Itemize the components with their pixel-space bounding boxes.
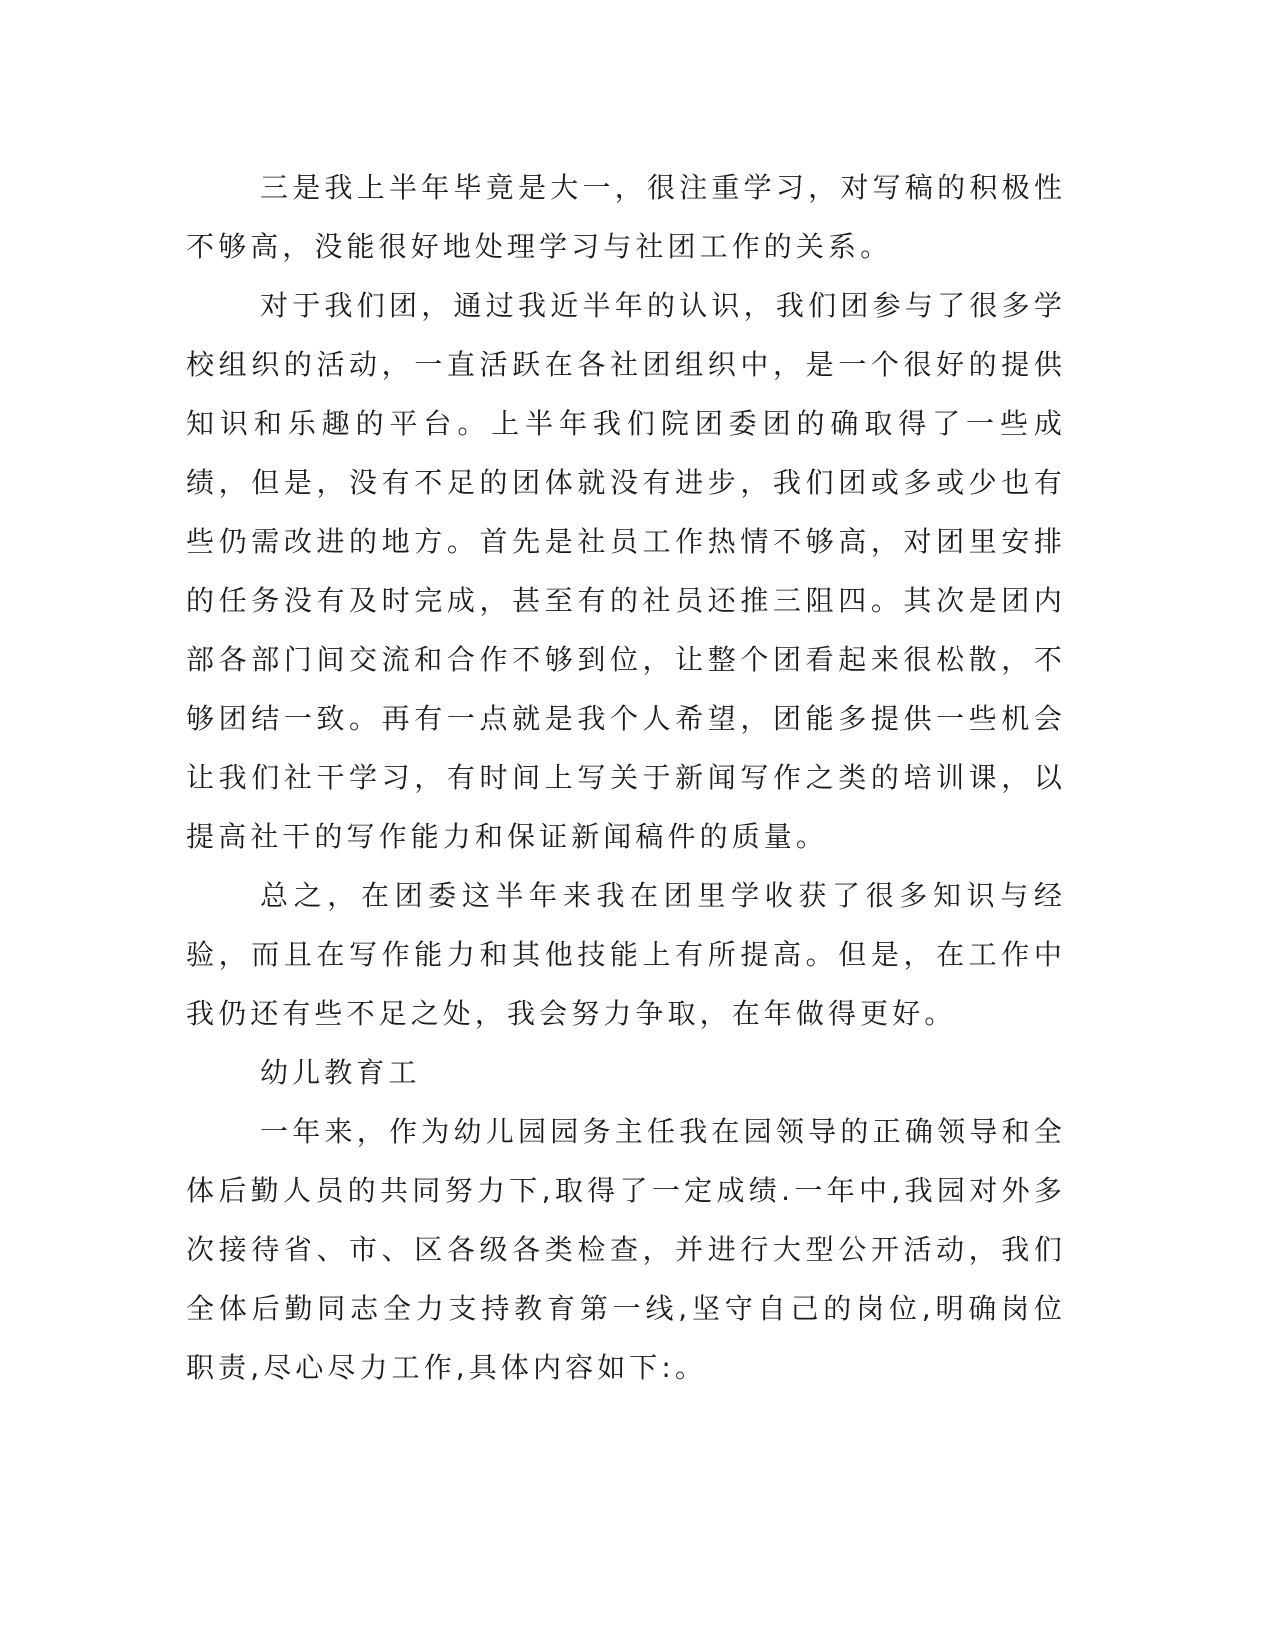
section-heading: 幼儿教育工 xyxy=(260,1056,421,1089)
paragraph-summary: 总之，在团委这半年来我在团里学收获了很多知识与经验，而且在写作能力和其他技能上有所提高。但是，在工作中我仍还有些不足之处，我会努力争取，在年做得更好。 xyxy=(186,879,1066,1030)
paragraph-team-assessment: 对于我们团，通过我近半年的认识，我们团参与了很多学校组织的活动，一直活跃在各社团组织中，是一个很好的提供知识和乐趣的平台。上半年我们院团委团的确取得了一些成绩，但是，没有不足的团体就没有进步，我们团或多或少也有些仍需改进的地方。首先是社员工作热情不够高，对团里安排的任务没有及时完成，甚至有的社员还推三阻四。其次是团内部各部门间交流和合作不够到位，让整个团看起来很松散，不够团结一致。再有一点就是我个人希望，团能多提供一些机会让我们社干学习，有时间上写关于新闻写作之类的培训课，以提高社干的写作能力和保证新闻稿件的质量。 xyxy=(186,289,1066,853)
document-body xyxy=(186,158,1066,1397)
paragraph-writing-shortcoming: 三是我上半年毕竟是大一，很注重学习，对写稿的积极性不够高，没能很好地处理学习与社团工作的关系。 xyxy=(186,171,1066,263)
paragraph-kindergarten-intro: 一年来，作为幼儿园园务主任我在园领导的正确领导和全体后勤人员的共同努力下,取得了一定成绩.一年中,我园对外多次接待省、市、区各级各类检查，并进行大型公开活动，我们全体后勤同志全力支持教育第一线,坚守自己的岗位,明确岗位职责,尽心尽力工作,具体内容如下:。 xyxy=(186,1115,1066,1384)
